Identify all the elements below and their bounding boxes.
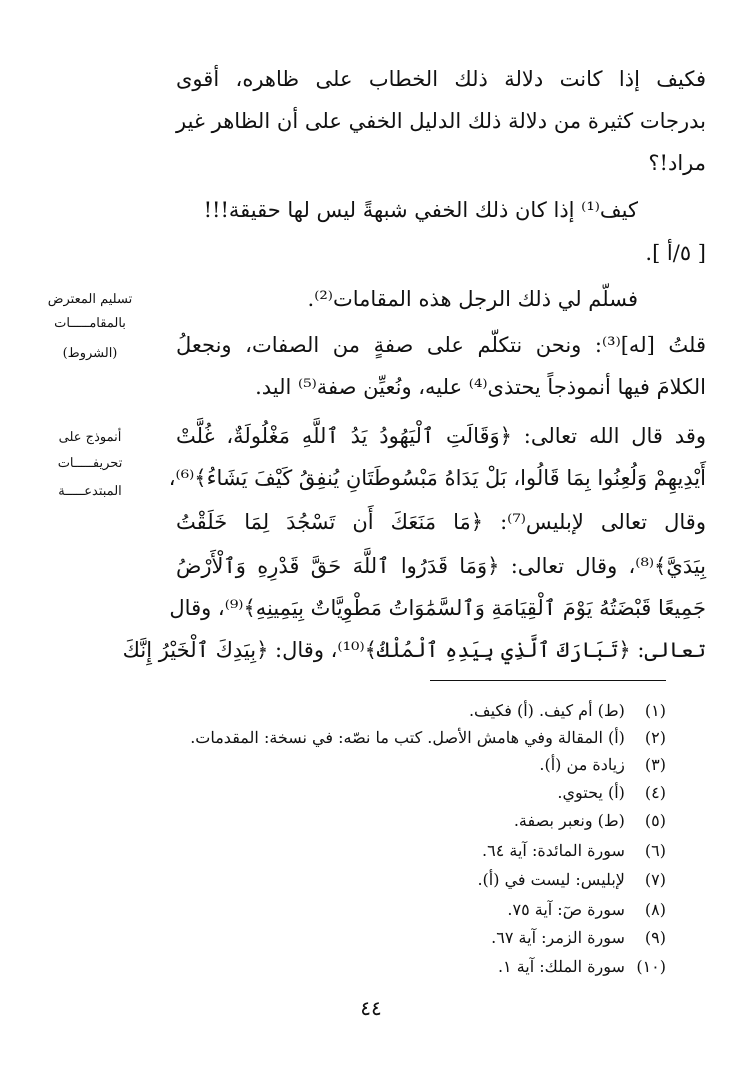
footnote-number: (١٠) [636,957,666,976]
text-line: بِيَدَيَّ﴾⁽⁸⁾، وقال تعالى: ﴿وَمَا قَدَرُوا ٱللَّهَ حَقَّ قَدْرِهِ وَٱلْأَرْضُ [176,554,706,578]
text-line: تعالى: ﴿تَبَارَكَ ٱلَّذِي بِيَدِهِ ٱلْمُلْكُ﴾⁽¹⁰⁾، وقال: ﴿بِيَدِكَ ٱلْخَيْرُ إِنَّكَ [122,638,706,662]
footnote-number: (٢) [644,728,666,747]
footnote-text: (ط) ونعبر بصفة. [513,811,625,830]
text-line: بدرجات كثيرة من دلالة ذلك الدليل الخفي على أن الظاهر غير [176,109,706,133]
footnote-number: (١) [644,701,666,720]
margin-note-line: المبتدعـــــة [58,484,122,499]
text-line: وقد قال الله تعالى: ﴿وَقَالَتِ ٱلْيَهُودُ يَدُ ٱللَّهِ مَغْلُولَةٌ، غُلَّتْ [176,424,706,448]
footnote [26,725,666,751]
footnote-text: سورة المائدة: آية ٦٤. [482,841,625,860]
text-line: [ ٥/أ ]. [645,241,706,265]
text-line: فكيف إذا كانت دلالة ذلك الخطاب على ظاهره، أقوى [176,67,706,91]
footnote-number: (٤) [644,783,666,802]
footnote-number: (٨) [644,900,666,919]
footnote-text: (أ) يحتوي. [557,783,625,802]
margin-note-line: تسليم المعترض [47,292,133,307]
footnote-text: (أ) المقالة وفي هامش الأصل. كتب ما نصّه: في نسخة: المقدمات. [190,728,625,747]
text-line: كيف⁽¹⁾ إذا كان ذلك الخفي شبهةً ليس لها حقيقة!!! [203,198,638,222]
margin-note-line: أنموذج على [58,430,122,445]
footnote-number: (٥) [644,811,666,830]
footnote-number: (٦) [644,841,666,860]
footnote [26,780,666,806]
footnote-separator [430,680,666,681]
footnote-text: لإبليس: ليست في (أ). [477,870,625,889]
footnote [26,867,666,893]
text-line: وقال تعالى لإبليس⁽⁷⁾: ﴿مَا مَنَعَكَ أَن تَسْجُدَ لِمَا خَلَقْتُ [176,510,706,534]
footnote-number: (٧) [644,870,666,889]
footnote-number: (٩) [644,928,666,947]
footnote [26,954,666,980]
footnote-text: زيادة من (أ). [539,755,625,774]
footnote [26,897,666,923]
text-line: أَيْدِيهِمْ وَلُعِنُوا بِمَا قَالُوا، بَلْ يَدَاهُ مَبْسُوطَتَانِ يُنفِقُ كَيْفَ يَشَاءُ﴾⁽⁶⁾، [168,466,706,490]
text-line: جَمِيعًا قَبْضَتُهُ يَوْمَ ٱلْقِيَامَةِ وَٱلسَّمَٰوَاتُ مَطْوِيَّاتٌ بِيَمِينِهِ﴾⁽⁹⁾، وقال [169,596,706,620]
margin-note-line: بالمقامـــــات [54,316,126,331]
footnote-text: (ط) أم كيف. (أ) فكيف. [468,701,625,720]
margin-note-line: (الشروط) [62,346,118,361]
margin-note-line: تحريفـــــات [57,456,123,471]
footnote-text: سورة الملك: آية ١. [497,957,625,976]
text-line: فسلّم لي ذلك الرجل هذه المقامات⁽²⁾. [307,287,638,311]
footnote-text: سورة صٓ: آية ٧٥. [507,900,625,919]
footnote [26,925,666,951]
text-line: قلتُ [له]⁽³⁾: ونحن نتكلّم على صفةٍ من الصفات، ونجعلُ [176,333,706,357]
footnote [26,752,666,778]
footnote-text: سورة الزمر: آية ٦٧. [491,928,625,947]
footnote-number: (٣) [644,755,666,774]
footnote [26,838,666,864]
footnote [26,808,666,834]
text-line: مراد!؟ [648,151,706,175]
text-line: الكلامَ فيها أنموذجاً يحتذى⁽⁴⁾ عليه، ونُعيِّن صفة⁽⁵⁾ اليد. [255,375,706,399]
footnote [26,698,666,724]
page-number: ٤٤ [360,996,382,1020]
